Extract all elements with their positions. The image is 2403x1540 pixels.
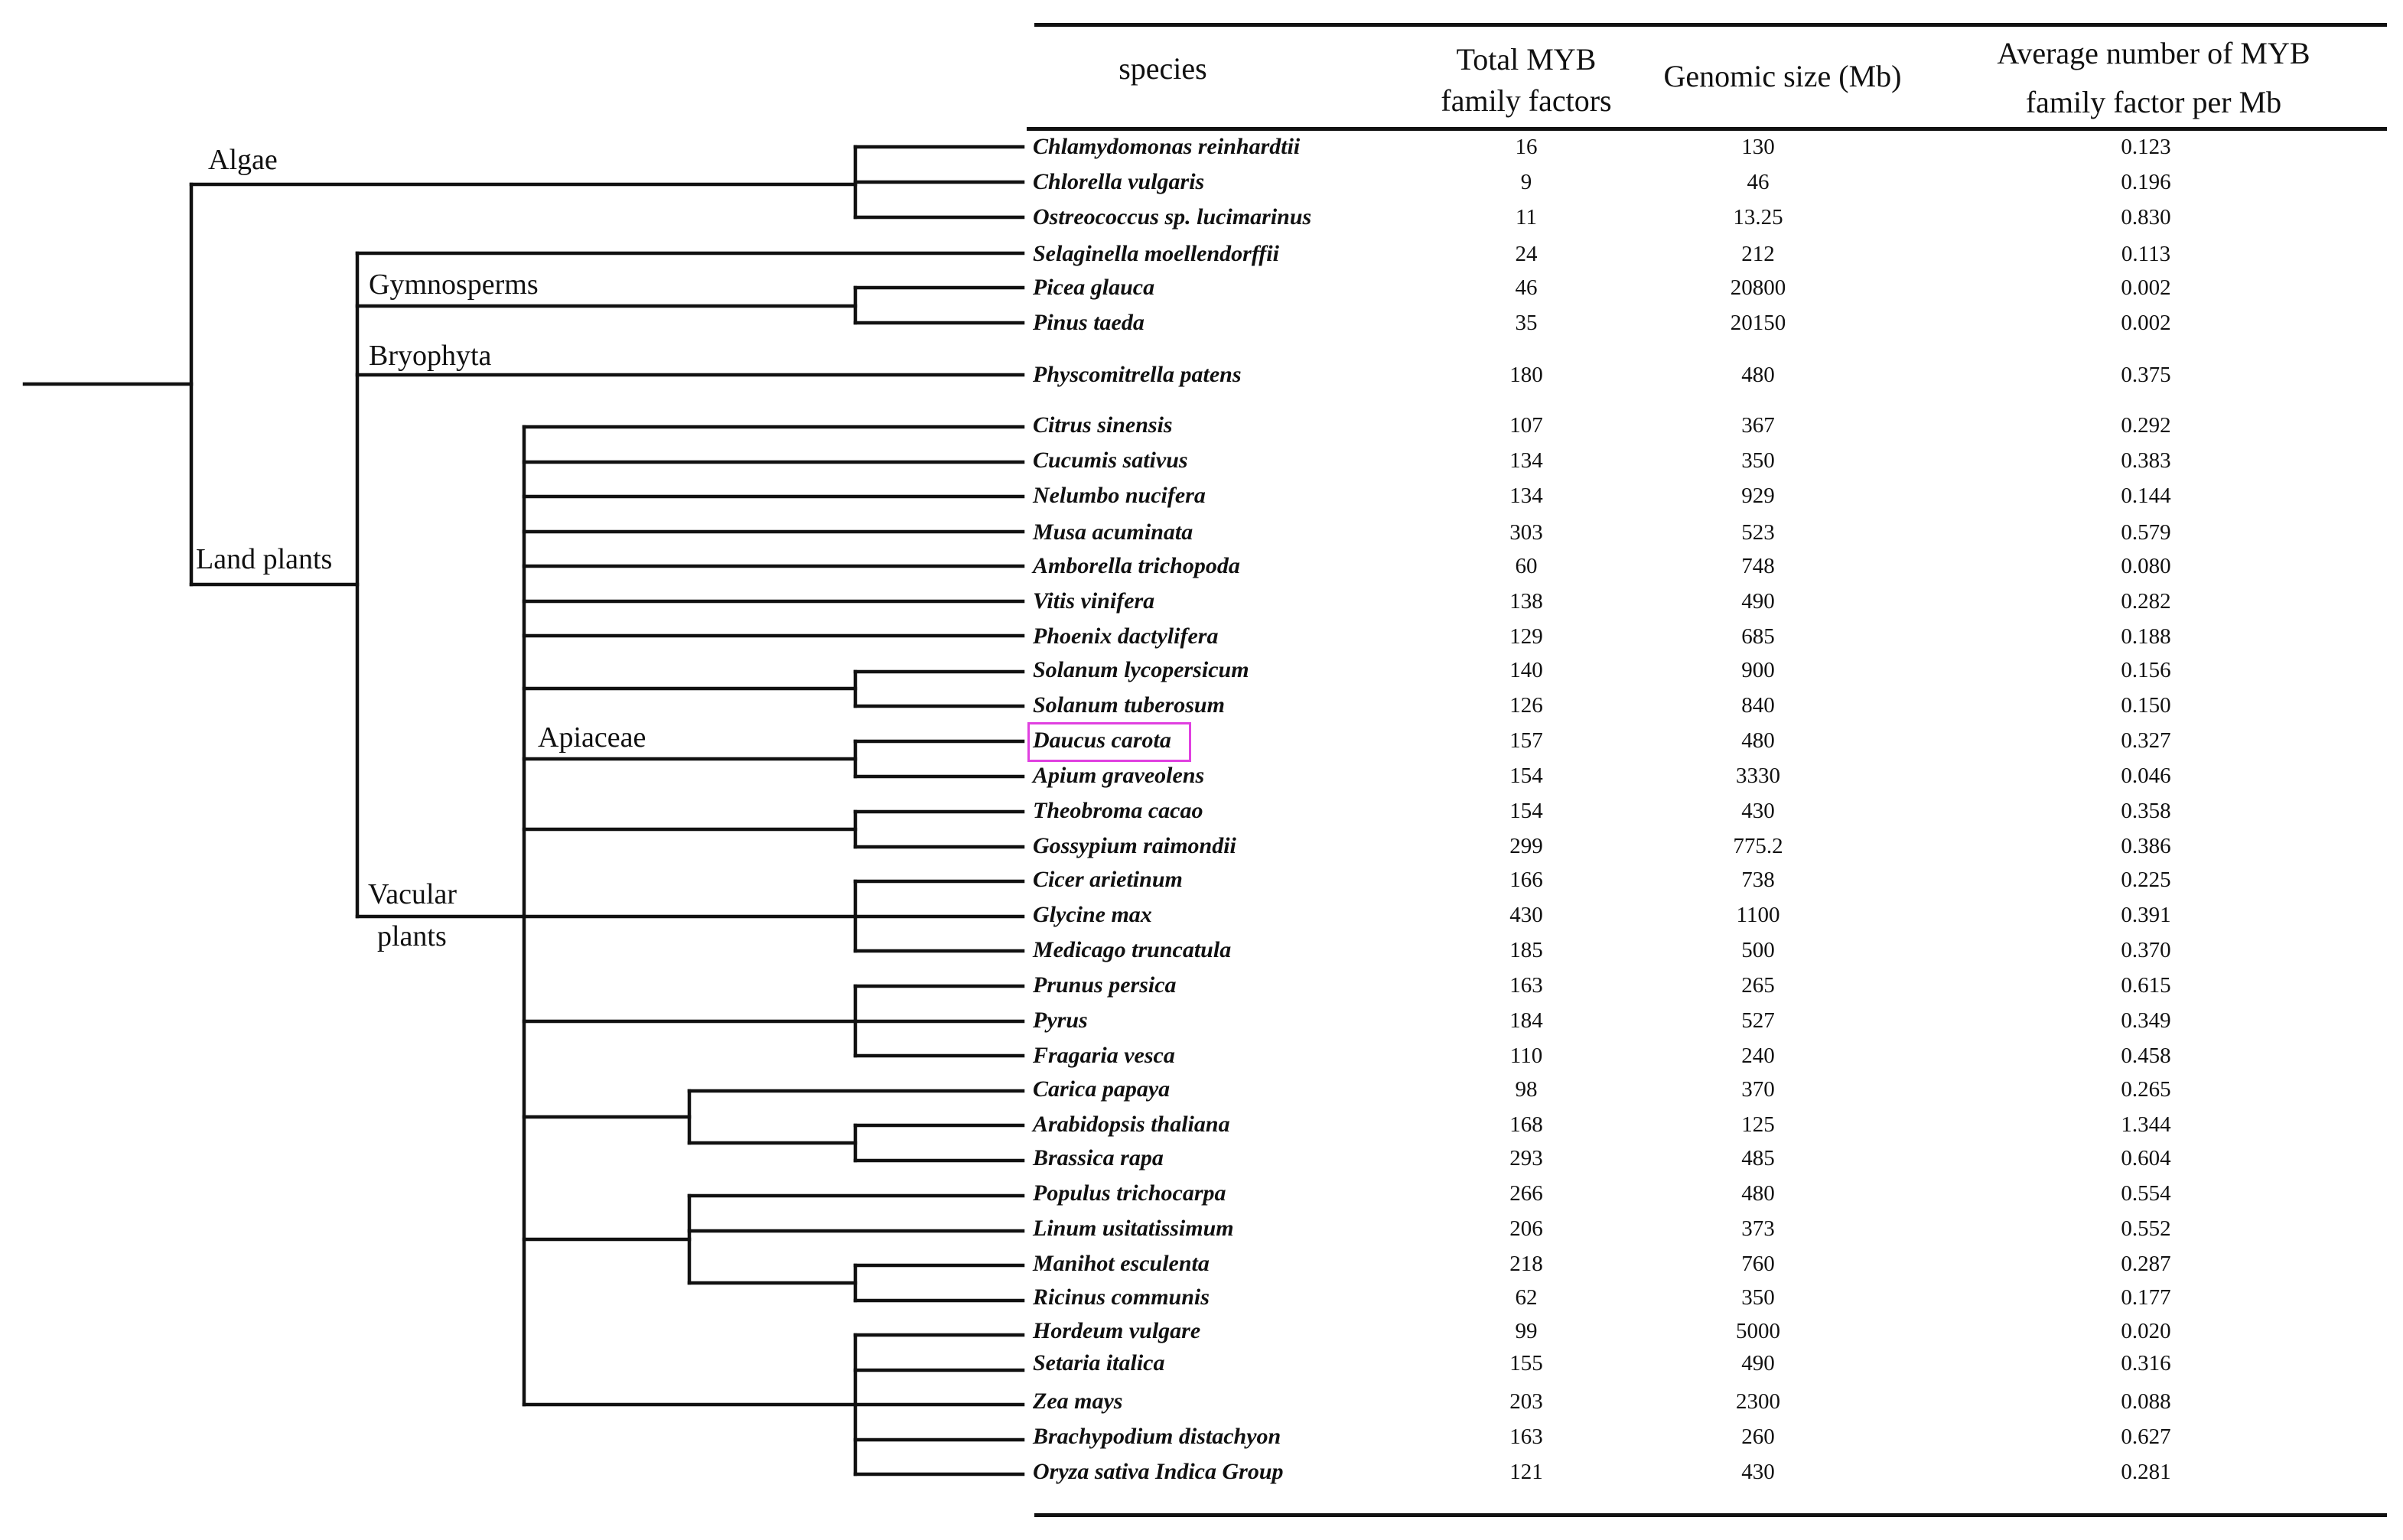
genome-cell: 350 <box>1741 1285 1775 1310</box>
total-cell: 99 <box>1515 1319 1538 1343</box>
avg-cell: 0.196 <box>2121 170 2171 194</box>
species-cell: Daucus carota <box>1033 728 1171 753</box>
species-cell: Setaria italica <box>1033 1350 1165 1376</box>
genome-cell: 500 <box>1741 938 1775 962</box>
avg-cell: 0.579 <box>2121 520 2171 545</box>
genome-cell: 480 <box>1741 363 1775 387</box>
total-cell: 46 <box>1515 275 1538 300</box>
total-cell: 140 <box>1509 658 1543 682</box>
genome-cell: 370 <box>1741 1077 1775 1102</box>
avg-cell: 0.627 <box>2121 1424 2171 1449</box>
clade-label-apiaceae: Apiaceae <box>538 721 646 754</box>
species-cell: Ricinus communis <box>1033 1284 1210 1310</box>
total-cell: 180 <box>1509 363 1543 387</box>
genome-cell: 685 <box>1741 624 1775 649</box>
total-cell: 166 <box>1509 868 1543 892</box>
total-cell: 16 <box>1515 135 1538 159</box>
avg-cell: 0.150 <box>2121 693 2171 718</box>
total-cell: 35 <box>1515 311 1538 335</box>
header-avg-line2: family factor per Mb <box>2025 85 2282 119</box>
genome-cell: 240 <box>1741 1043 1775 1068</box>
genome-cell: 2300 <box>1736 1389 1780 1414</box>
total-cell: 11 <box>1516 205 1537 230</box>
genome-cell: 5000 <box>1736 1319 1780 1343</box>
avg-cell: 0.349 <box>2121 1008 2171 1033</box>
avg-cell: 0.156 <box>2121 658 2171 682</box>
genome-cell: 130 <box>1741 135 1775 159</box>
avg-cell: 0.002 <box>2121 311 2171 335</box>
table-header-rule <box>1027 127 2387 131</box>
species-cell: Arabidopsis thaliana <box>1033 1112 1230 1137</box>
genome-cell: 20800 <box>1730 275 1786 300</box>
avg-cell: 0.370 <box>2121 938 2171 962</box>
avg-cell: 0.123 <box>2121 135 2171 159</box>
avg-cell: 0.830 <box>2121 205 2171 230</box>
species-cell: Carica papaya <box>1033 1076 1171 1102</box>
genome-cell: 350 <box>1741 448 1775 473</box>
species-cell: Linum usitatissimum <box>1033 1216 1234 1241</box>
header-species: species <box>1118 51 1207 86</box>
species-cell: Cicer arietinum <box>1033 867 1183 892</box>
species-cell: Theobroma cacao <box>1033 798 1203 823</box>
total-cell: 126 <box>1509 693 1543 718</box>
species-cell: Oryza sativa Indica Group <box>1033 1459 1284 1484</box>
header-total-line2: family factors <box>1441 83 1612 118</box>
avg-cell: 0.088 <box>2121 1389 2171 1414</box>
species-cell: Brassica rapa <box>1033 1145 1164 1170</box>
genome-cell: 760 <box>1741 1252 1775 1276</box>
table-bottom-rule <box>1034 1513 2387 1517</box>
genome-cell: 430 <box>1741 799 1775 823</box>
genome-cell: 373 <box>1741 1216 1775 1241</box>
avg-cell: 0.281 <box>2121 1460 2171 1484</box>
total-cell: 299 <box>1509 834 1543 858</box>
avg-cell: 0.375 <box>2121 363 2171 387</box>
genome-cell: 20150 <box>1730 311 1786 335</box>
species-cell: Chlorella vulgaris <box>1033 169 1205 194</box>
total-cell: 168 <box>1509 1112 1543 1137</box>
species-cell: Brachypodium distachyon <box>1033 1424 1281 1449</box>
total-cell: 157 <box>1509 728 1543 753</box>
clade-label-vascular-plants-line1: Vacular <box>368 878 457 910</box>
clade-label-vascular-plants-line2: plants <box>377 920 447 952</box>
species-cell: Amborella trichopoda <box>1033 553 1240 578</box>
avg-cell: 0.383 <box>2121 448 2171 473</box>
total-cell: 24 <box>1515 242 1538 266</box>
total-cell: 129 <box>1509 624 1543 649</box>
species-cell: Phoenix dactylifera <box>1033 623 1219 649</box>
table-top-rule <box>1034 23 2387 27</box>
species-cell: Gossypium raimondii <box>1033 833 1236 858</box>
species-cell: Vitis vinifera <box>1033 588 1155 614</box>
genome-cell: 929 <box>1741 483 1775 508</box>
total-cell: 110 <box>1509 1043 1543 1068</box>
avg-cell: 0.604 <box>2121 1146 2171 1170</box>
avg-cell: 0.292 <box>2121 413 2171 438</box>
genome-cell: 430 <box>1741 1460 1775 1484</box>
genome-cell: 775.2 <box>1733 834 1783 858</box>
total-cell: 121 <box>1509 1460 1543 1484</box>
genome-cell: 748 <box>1741 554 1775 578</box>
total-cell: 98 <box>1515 1077 1538 1102</box>
species-cell: Populus trichocarpa <box>1033 1180 1226 1206</box>
genome-cell: 1100 <box>1736 903 1780 927</box>
genome-cell: 485 <box>1741 1146 1775 1170</box>
total-cell: 154 <box>1509 763 1543 788</box>
avg-cell: 0.080 <box>2121 554 2171 578</box>
phylogenetic-tree <box>0 0 1029 1540</box>
species-cell: Pinus taeda <box>1033 310 1145 335</box>
avg-cell: 0.177 <box>2121 1285 2171 1310</box>
species-cell: Cucumis sativus <box>1033 448 1188 473</box>
genome-cell: 523 <box>1741 520 1775 545</box>
genome-cell: 738 <box>1741 868 1775 892</box>
total-cell: 163 <box>1509 973 1543 998</box>
species-cell: Nelumbo nucifera <box>1033 483 1206 508</box>
header-avg-line1: Average number of MYB <box>1997 36 2310 70</box>
genome-cell: 13.25 <box>1733 205 1783 230</box>
genome-cell: 480 <box>1741 1181 1775 1206</box>
header-genome: Genomic size (Mb) <box>1663 59 1902 93</box>
avg-cell: 0.287 <box>2121 1252 2171 1276</box>
total-cell: 107 <box>1509 413 1543 438</box>
genome-cell: 125 <box>1741 1112 1775 1137</box>
species-cell: Glycine max <box>1033 902 1152 927</box>
species-cell: Fragaria vesca <box>1033 1043 1175 1068</box>
avg-cell: 0.327 <box>2121 728 2171 753</box>
total-cell: 266 <box>1509 1181 1543 1206</box>
avg-cell: 0.316 <box>2121 1351 2171 1376</box>
species-cell: Prunus persica <box>1033 972 1177 998</box>
avg-cell: 0.282 <box>2121 589 2171 614</box>
clade-label-bryophyta: Bryophyta <box>369 340 492 372</box>
avg-cell: 0.458 <box>2121 1043 2171 1068</box>
species-cell: Pyrus <box>1033 1008 1088 1033</box>
genome-cell: 46 <box>1747 170 1770 194</box>
clade-label-land-plants: Land plants <box>196 543 333 575</box>
species-cell: Ostreococcus sp. lucimarinus <box>1033 204 1312 230</box>
species-cell: Zea mays <box>1033 1389 1123 1414</box>
genome-cell: 212 <box>1741 242 1775 266</box>
clade-label-algae: Algae <box>208 144 278 176</box>
species-cell: Solanum tuberosum <box>1033 692 1225 718</box>
genome-cell: 840 <box>1741 693 1775 718</box>
avg-cell: 0.046 <box>2121 763 2171 788</box>
genome-cell: 527 <box>1741 1008 1775 1033</box>
total-cell: 155 <box>1509 1351 1543 1376</box>
total-cell: 206 <box>1509 1216 1543 1241</box>
species-cell: Physcomitrella patens <box>1033 362 1242 387</box>
species-cell: Citrus sinensis <box>1033 412 1173 438</box>
species-cell: Hordeum vulgare <box>1033 1318 1201 1343</box>
genome-cell: 480 <box>1741 728 1775 753</box>
avg-cell: 0.020 <box>2121 1319 2171 1343</box>
genome-cell: 367 <box>1741 413 1775 438</box>
species-cell: Medicago truncatula <box>1033 937 1232 962</box>
avg-cell: 0.554 <box>2121 1181 2171 1206</box>
genome-cell: 490 <box>1741 589 1775 614</box>
header-total-line1: Total MYB <box>1456 42 1597 77</box>
avg-cell: 0.225 <box>2121 868 2171 892</box>
total-cell: 163 <box>1509 1424 1543 1449</box>
avg-cell: 0.002 <box>2121 275 2171 300</box>
total-cell: 184 <box>1509 1008 1543 1033</box>
total-cell: 293 <box>1509 1146 1543 1170</box>
avg-cell: 0.552 <box>2121 1216 2171 1241</box>
total-cell: 62 <box>1515 1285 1538 1310</box>
genome-cell: 3330 <box>1736 763 1780 788</box>
genome-cell: 490 <box>1741 1351 1775 1376</box>
total-cell: 203 <box>1509 1389 1543 1414</box>
avg-cell: 0.113 <box>2121 242 2171 266</box>
avg-cell: 1.344 <box>2121 1112 2171 1137</box>
total-cell: 218 <box>1509 1252 1543 1276</box>
species-cell: Musa acuminata <box>1033 519 1193 545</box>
avg-cell: 0.391 <box>2121 903 2171 927</box>
avg-cell: 0.265 <box>2121 1077 2171 1102</box>
species-cell: Picea glauca <box>1033 275 1155 300</box>
total-cell: 430 <box>1509 903 1543 927</box>
total-cell: 134 <box>1509 483 1543 508</box>
species-cell: Manihot esculenta <box>1033 1251 1210 1276</box>
avg-cell: 0.358 <box>2121 799 2171 823</box>
species-cell: Solanum lycopersicum <box>1033 657 1249 682</box>
avg-cell: 0.615 <box>2121 973 2171 998</box>
species-cell: Chlamydomonas reinhardtii <box>1033 134 1301 159</box>
genome-cell: 265 <box>1741 973 1775 998</box>
total-cell: 138 <box>1509 589 1543 614</box>
genome-cell: 900 <box>1741 658 1775 682</box>
total-cell: 60 <box>1515 554 1538 578</box>
species-cell: Selaginella moellendorffii <box>1033 241 1279 266</box>
total-cell: 185 <box>1509 938 1543 962</box>
avg-cell: 0.386 <box>2121 834 2171 858</box>
genome-cell: 260 <box>1741 1424 1775 1449</box>
clade-label-gymnosperms: Gymnosperms <box>369 269 539 301</box>
total-cell: 134 <box>1509 448 1543 473</box>
avg-cell: 0.144 <box>2121 483 2171 508</box>
total-cell: 154 <box>1509 799 1543 823</box>
species-cell: Apium graveolens <box>1033 763 1205 788</box>
total-cell: 9 <box>1520 170 1532 194</box>
total-cell: 303 <box>1509 520 1543 545</box>
avg-cell: 0.188 <box>2121 624 2171 649</box>
